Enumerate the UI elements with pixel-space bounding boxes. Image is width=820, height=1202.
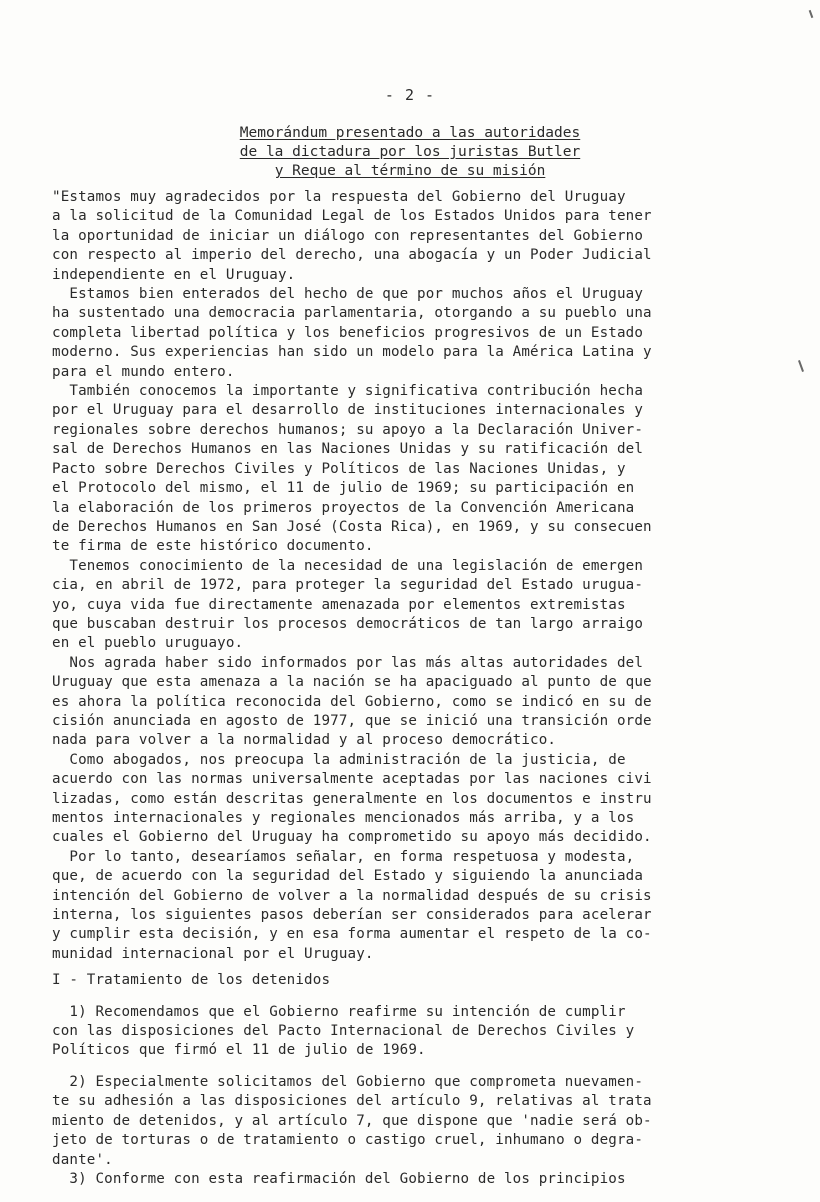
body-line: te firma de este histórico documento. [52,538,374,555]
margin-mark [809,10,814,18]
spacer [52,964,772,971]
body-line: en el pueblo uruguayo. [52,635,244,652]
body-line: a la solicitud de la Comunidad Legal de los Estados Unidos para tener [52,208,652,225]
title-line: y Reque al término de su misión [274,163,546,179]
body-line: la oportunidad de iniciar un diálogo con representantes del Gobierno [52,227,644,244]
body-line: independiente en el Uruguay. [52,266,296,283]
memo-title [0,124,820,181]
paragraph-2-line: miento de detenidos, y al artículo 7, que dispone que 'nadie será ob- [52,1112,652,1129]
body-line: con respecto al imperio del derecho, una abogacía y un Poder Judicial [52,247,652,264]
paragraph-1-line: Políticos que firmó el 11 de julio de 1969. [52,1042,426,1059]
body-line: cia, en abril de 1972, para proteger la seguridad del Estado urugua- [52,577,644,594]
body-line: lizadas, como están descritas generalmente en los documentos e instru [52,790,652,807]
body-line: Nos agrada haber sido informados por las más altas autoridades del [52,654,644,671]
section-heading: I - Tratamiento de los detenidos [52,972,331,989]
body-line: cisión anunciada en agosto de 1977, que se inició una transición orde [52,712,652,729]
body-line: el Protocolo del mismo, el 11 de julio de 1969; su participación en [52,480,635,497]
body-line: Tenemos conocimiento de la necesidad de una legislación de emergen [52,557,644,574]
body-line: y cumplir esta decisión, y en esa forma aumentar el respeto de la co- [52,926,652,943]
body-line: Pacto sobre Derechos Civiles y Políticos de las Naciones Unidas, y [52,460,626,477]
body-line: También conocemos la importante y significativa contribución hecha [52,383,644,400]
memo-body [52,188,772,1189]
body-line: moderno. Sus experiencias han sido un modelo para la América Latina y [52,344,652,361]
body-line: Estamos bien enterados del hecho de que por muchos años el Uruguay [52,286,644,303]
body-line: Uruguay que esta amenaza a la nación se ha apaciguado al punto de que [52,674,652,691]
body-line: que, de acuerdo con la seguridad del Estado y siguiendo la anunciada [52,868,644,885]
body-line: acuerdo con las normas universalmente aceptadas por las naciones civi [52,771,652,788]
spacer [52,991,772,1003]
paragraph-2-line: 2) Especialmente solicitamos del Gobierno que comprometa nuevamen- [52,1073,644,1090]
body-line: nada para volver a la normalidad y al proceso democrático. [52,732,557,749]
page-number: - 2 - [384,86,436,104]
body-line: intención del Gobierno de volver a la normalidad después de su crisis [52,887,652,904]
paragraph-3-line: 3) Conforme con esta reafirmación del Gobierno de los principios [52,1170,626,1187]
paragraph-2-line: jeto de torturas o de tratamiento o castigo cruel, inhumano o degra- [52,1132,644,1149]
body-line: completa libertad política y los beneficios progresivos de un Estado [52,324,644,341]
paragraph-1-line: 1) Recomendamos que el Gobierno reafirme su intención de cumplir [52,1003,626,1020]
spacer [52,1061,772,1073]
title-line: Memorándum presentado a las autoridades [239,125,581,141]
body-line: "Estamos muy agradecidos por la respuesta del Gobierno del Uruguay [52,189,626,205]
body-line: ha sustentado una democracia parlamentaria, otorgando a su pueblo una [52,305,652,322]
body-line: por el Uruguay para el desarrollo de instituciones internacionales y [52,402,644,419]
body-line: para el mundo entero. [52,363,235,380]
body-line: Como abogados, nos preocupa la administración de la justicia, de [52,751,626,768]
paragraph-1-line: con las disposiciones del Pacto Internacional de Derechos Civiles y [52,1023,635,1040]
body-line: munidad internacional por el Uruguay. [52,945,374,962]
body-line: regionales sobre derechos humanos; su apoyo a la Declaración Univer- [52,421,644,438]
body-line: Por lo tanto, desearíamos señalar, en forma respetuosa y modesta, [52,848,635,865]
margin-mark [798,360,804,372]
body-line: la elaboración de los primeros proyectos de la Convención Americana [52,499,635,516]
body-line: de Derechos Humanos en San José (Costa Rica), en 1969, y su consecuen [52,518,652,535]
body-line: yo, cuya vida fue directamente amenazada por elementos extremistas [52,596,626,613]
body-line: interna, los siguientes pasos deberían ser considerados para acelerar [52,907,652,924]
paragraph-2-line: dante'. [52,1151,113,1168]
body-line: sal de Derechos Humanos en las Naciones Unidas y su ratificación del [52,441,644,458]
body-line: cuales el Gobierno del Uruguay ha comprometido su apoyo más decidido. [52,829,652,846]
title-line: de la dictadura por los juristas Butler [239,144,581,160]
body-line: que buscaban destruir los procesos democráticos de tan largo arraigo [52,615,644,632]
body-line: mentos internacionales y regionales mencionados más arriba, y a los [52,810,635,826]
body-line: es ahora la política reconocida del Gobierno, como se indicó en su de [52,693,652,710]
paragraph-2-line: te su adhesión a las disposiciones del artículo 9, relativas al trata [52,1093,652,1110]
